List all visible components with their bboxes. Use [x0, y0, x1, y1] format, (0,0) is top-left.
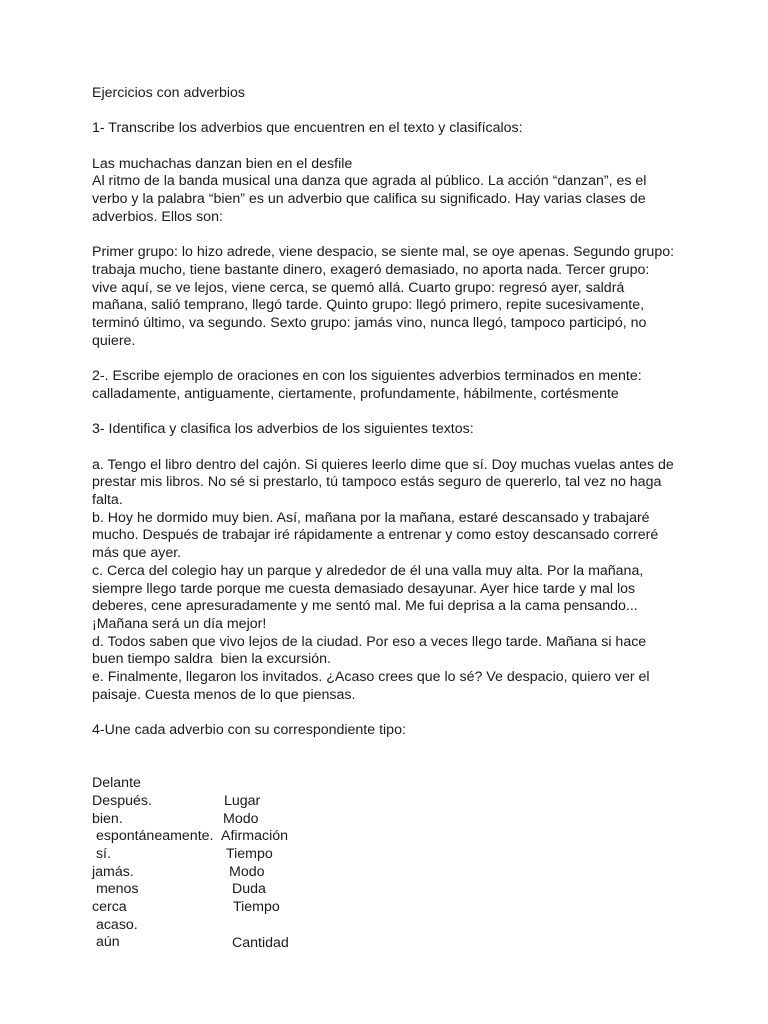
adverb-item: acaso.	[92, 916, 138, 933]
exercise-2	[92, 368, 692, 403]
text-line: e. Finalmente, llegaron los invitados. ¿Acaso crees que lo sé? Ve despacio, quiero ver el	[92, 669, 650, 686]
text-line: a. Tengo el libro dentro del cajón. Si quieres leerlo dime que sí. Doy muchas vuelas antes de	[92, 456, 674, 473]
text-line: vive aquí, se ve lejos, viene cerca, se quemó allá. Cuarto grupo: regresó ayer, saldrá	[92, 279, 625, 296]
exercise-4-matching-list	[92, 758, 692, 951]
text-line: d. Todos saben que vivo lejos de la ciudad. Por eso a veces llego tarde. Mañana si hace	[92, 633, 647, 650]
document-title: Ejercicios con adverbios	[92, 85, 245, 101]
text-line: paisaje. Cuesta menos de lo que piensas.	[92, 686, 356, 703]
text-line: Las muchachas danzan bien en el desfile	[92, 155, 353, 172]
text-line: ¡Mañana será un día mejor!	[92, 616, 267, 632]
text-line: 2-. Escribe ejemplo de oraciones en con los siguientes adverbios terminados en mente:	[92, 368, 642, 385]
adverb-item: Después.	[92, 792, 152, 809]
adverb-item: cerca	[92, 899, 127, 916]
text-line: Al ritmo de la banda musical una danza que agrada al público. La acción “danzan”, es el	[92, 173, 647, 190]
exercise-1-intro	[92, 156, 692, 227]
text-line: calladamente, antiguamente, ciertamente, profundamente, hábilmente, cortésmente	[92, 385, 619, 402]
adverb-item: aún	[92, 934, 120, 951]
adverb-type: Lugar	[224, 793, 261, 809]
text-line: más que ayer.	[92, 545, 182, 562]
exercise-4-heading: 4-Une cada adverbio con su correspondiente tipo:	[92, 722, 406, 739]
spacer	[92, 740, 692, 758]
spacer	[92, 103, 692, 121]
spacer	[92, 227, 692, 245]
text-line: adverbios. Ellos son:	[92, 208, 223, 225]
adverb-item: jamás.	[92, 863, 134, 880]
text-line: quiere.	[92, 332, 136, 349]
adverb-type: Tiempo	[226, 846, 273, 863]
spacer	[92, 138, 692, 156]
exercise-1-groups	[92, 244, 692, 350]
text-line: falta.	[92, 492, 123, 509]
text-line: trabaja mucho, tiene bastante dinero, exageró demasiado, no aporta nada. Tercer grupo:	[92, 261, 650, 278]
exercise-3-texts	[92, 457, 692, 705]
adverb-type: Duda	[232, 881, 266, 898]
adverb-item: sí.	[92, 846, 111, 863]
text-line: verbo y la palabra “bien” es un adverbio que califica su significado. Hay varias clases de	[92, 191, 646, 208]
text-line: terminó último, va segundo. Sexto grupo: jamás vino, nunca llegó, tampoco participó, no	[92, 315, 647, 332]
adverb-type: Tiempo	[233, 899, 280, 916]
text-line: mañana, salió temprano, llegó tarde. Quinto grupo: llegó primero, repite sucesivamente,	[92, 297, 645, 314]
adverb-item: Delante	[92, 775, 141, 792]
spacer	[92, 439, 692, 457]
text-line: mucho. Después de trabajar iré rápidamente a entrenar y como estoy descansado correré	[92, 527, 659, 544]
text-line: prestar mis libros. No sé si prestarlo, tú tampoco estás seguro de quererlo, tal vez no haga	[92, 474, 662, 491]
exercise-3-heading: 3- Identifica y clasifica los adverbios de los siguientes textos:	[92, 421, 474, 438]
spacer	[92, 351, 692, 369]
spacer	[92, 404, 692, 422]
document-page	[92, 85, 692, 951]
adverb-item: espontáneamente.	[92, 828, 214, 845]
adverb-type: Cantidad	[232, 934, 289, 951]
text-line: Primer grupo: lo hizo adrede, viene despacio, se siente mal, se oye apenas. Segundo grupo:	[92, 244, 675, 261]
text-line: buen tiempo saldra bien la excursión.	[92, 651, 331, 668]
text-line: c. Cerca del colegio hay un parque y alrededor de él una valla muy alta. Por la mañana,	[92, 562, 644, 579]
spacer	[92, 705, 692, 723]
adverb-type: Modo	[223, 810, 259, 827]
adverb-item: bien.	[92, 810, 123, 827]
adverb-type: Afirmación	[221, 828, 289, 845]
text-line: siempre llego tarde porque me cuesta demasiado desayunar. Ayer hice tarde y mal los	[92, 580, 636, 597]
adverb-item: menos	[92, 881, 139, 898]
adverb-type: Modo	[229, 863, 265, 880]
exercise-1-heading: 1- Transcribe los adverbios que encuentren en el texto y clasifícalos:	[92, 120, 523, 137]
text-line: deberes, cene apresuradamente y me sentó mal. Me fui deprisa a la cama pensando...	[92, 598, 638, 615]
text-line: b. Hoy he dormido muy bien. Así, mañana por la mañana, estaré descansado y trabajaré	[92, 509, 650, 526]
